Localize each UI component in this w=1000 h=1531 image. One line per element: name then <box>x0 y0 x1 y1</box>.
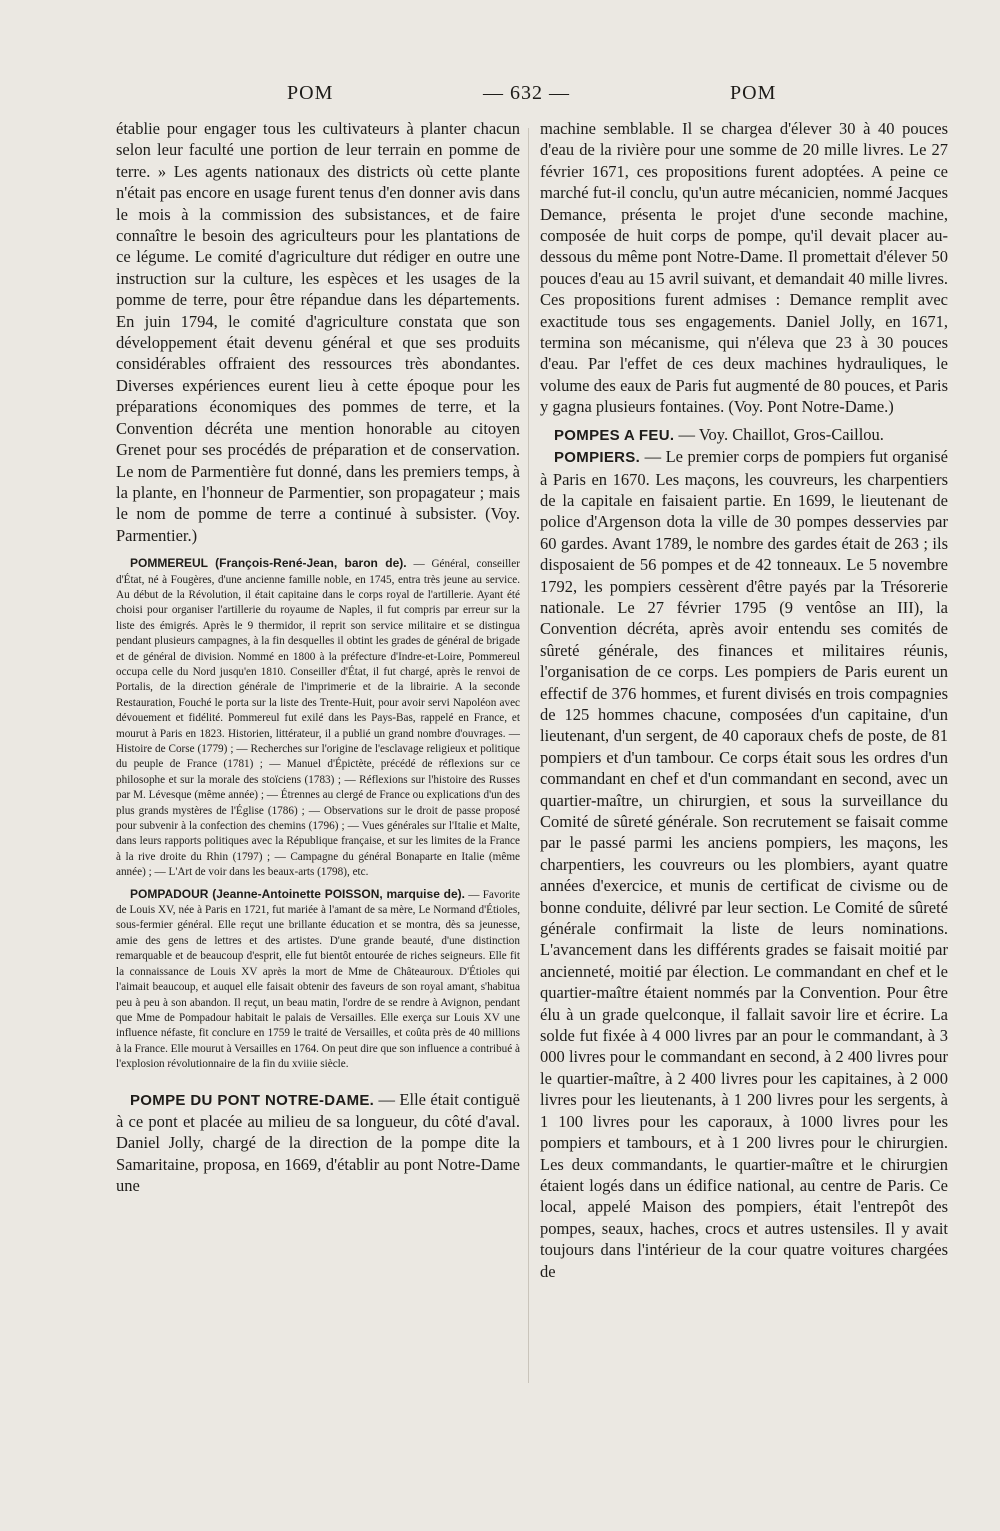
entry-pompiers-text: — Le premier corps de pompiers fut organisé à Paris en 1670. Les maçons, les couvreurs, les charpentiers de la capitale en faisaient partie. En 1699, le lieutenant de police d'Argenson dota la ville de 30 pompes desservies par 60 gardes. Avant 1789, le nombre des gardes était de 263 ; ils disposaient de 56 pompes et de 42 tonneaux. Le 5 novembre 1792, les pompiers cessèrent d'être payés par la Trésorerie nationale. Le 27 février 1795 (9 ventôse an III), la Convention décréta, après avoir entendu ses comités de sûreté générale, des finances et militaires réunis, l'organisation de ce corps. Les pompiers de Paris eurent un effectif de 376 hommes, et furent divisés en trois compagnies de 125 hommes chacune, composées d'un capitaine, d'un lieutenant, d'un sergent, de 40 caporaux chefs de poste, de 81 pompiers et d'un tambour. Ce corps était sous les ordres d'un commandant en chef et d'un commandant en second, avec un quartier-maître, un chirurgien, et sous la surveillance du Comité de sûreté générale. Son recrutement se faisait comme par le passé parmi les anciens pompiers, les maçons, les charpentiers, les couvreurs ou les plombiers, ayant quatre années d'exercice, et munis de certificat de civisme ou de bonne conduite, délivré par leur section. Le Comité de sûreté générale confirmait la liste de leurs nominations. L'avancement dans les différents grades se faisait moitié par ancienneté, moitié par élection. Le commandant en chef et le quartier-maître étaient nommés par la Convention. Pour être élu à un grade quelconque, il fallait savoir lire et écrire. La solde fut fixée à 4 000 livres par an pour le commandant, à 3 000 livres pour le commandant en second, à 2 400 livres pour le quartier-maître, à 2 400 livres pour les capitaines, à 2 000 livres pour les lieutenants, à 1 200 livres pour les sergents, à 1 100 livres pour les caporaux, à 1000 livres pour les pompiers et tambours, et à 1 200 livres pour le chirurgien. Les deux commandants, le quartier-maître et le chirurgien étaient logés dans un édifice national, au centre de Paris. Ce local, appelé Maison des pompiers, était l'entrepôt des pompes, seaux, haches, crocs et autres ustensiles. Il y avait toujours dans l'intérieur de la cour quatre voitures chargées de <box>540 447 948 1281</box>
entry-pompadour <box>116 887 520 1073</box>
left-column <box>116 118 520 1197</box>
headword-pompiers: POMPIERS. <box>554 449 641 467</box>
entry-pompe-text: — Elle était contiguë à ce pont et placée au milieu de sa longueur, du côté d'aval. Daniel Jolly, chargé de la direction de la pompe dite la Samaritaine, proposa, en 1669, d'établir au pont Notre-Dame une <box>116 1089 520 1196</box>
paragraph-machine-continued: machine semblable. Il se chargea d'élever 30 à 40 pouces d'eau de la rivière pour une somme de 20 mille livres. Le 27 février 1671, ces propositions furent adoptées. A peine ce marché fut-il conclu, qu'un autre mécanicien, nommé Jacques Demance, présenta le projet d'une seconde machine, composée de huit corps de pompe, qu'il devait placer au-dessous du même pont Notre-Dame. Il promettait d'élever 50 pouces d'eau au 15 avril suivant, et demandait 40 mille livres. Ces propositions furent admises : Demance remplit avec exactitude tous ses engagements. Daniel Jolly, en 1671, termina son mécanisme, qui n'éleva que 23 à 30 pouces d'eau. Par l'effet de ces deux machines hydrauliques, le volume des eaux de Paris fut augmenté de 80 pouces, et Paris y gagna plusieurs fontaines. (Voy. Pont Notre-Dame.) <box>540 119 948 417</box>
entry-pompes-a-feu-text: — Voy. Chaillot, Gros-Caillou. <box>674 424 884 444</box>
entry-pommereul-text: — Général, conseiller d'État, né à Fougères, d'une ancienne famille noble, en 1745, entra très jeune au service. Au début de la Révolution, il était capitaine dans le corps royal de l'artillerie. Ayant été choisi pour organiser l'artillerie du royaume de Naples, il fut compris par erreur sur la liste des émigrés. Après le 9 thermidor, il reprit son service militaire et se distingua pendant plusieurs campagnes, à la fin desquelles il obtint les grades de général de brigade et de général de division. Nommé en 1800 à la préfecture d'Indre-et-Loire, Pommereul occupa celle du Nord jusqu'en 1810. Conseiller d'État, il fut chargé, après le renvoi de Portalis, de la direction générale de l'imprimerie et de la librairie. A la seconde Restauration, Fouché le porta sur la liste des Trente-Huit, pour avoir servi Napoléon avec dévouement et fidélité. Pommereul fut exilé dans les Pays-Bas, rappelé en France, et mourut à Paris en 1823. Historien, littérateur, il a publié un grand nombre d'ouvrages. — Histoire de Corse (1779) ; — Recherches sur l'origine de l'esclavage religieux et politique du peuple de France (1781) ; — Manuel d'Épictète, précédé de réflexions sur ce philosophe et sur la morale des stoïciens (1783) ; — Réflexions sur l'histoire des Russes par M. Lévesque (même année) ; — Étrennes au clergé de France ou explications d'un des plus grands mystères de l'Église (1786) ; — Observations sur le droit de passe proposé pour subvenir à la confection des chemins (1796) ; — Vues générales sur l'Italie et Malte, dans leurs rapports politiques avec la République française, et sur les limites de la France à la rive droite du Rhin (1797) ; — Campagne du général Bonaparte en Italie (même année) ; — L'Art de voir dans les beaux-arts (1798), etc. <box>116 558 520 879</box>
headword-pommereul: POMMEREUL (François-René-Jean, baron de). <box>130 556 407 571</box>
running-head-right: POM <box>730 82 777 104</box>
page-number: — 632 — <box>483 82 570 104</box>
headword-pompe-pont-notre-dame: POMPE DU PONT NOTRE-DAME. <box>130 1091 375 1109</box>
entry-pommereul <box>116 556 520 881</box>
entry-pompe-pont-notre-dame <box>116 1089 520 1197</box>
entry-pompadour-text: — Favorite de Louis XV, née à Paris en 1721, fut mariée à l'amant de sa mère, Le Normand d'Étioles, sous-fermier général. Elle reçut une brillante éducation et se montra, dès sa jeunesse, amie des gens de lettres et des artistes. D'une grande beauté, d'une distinction remarquable et de beaucoup d'esprit, elle fut bientôt entourée de riches seigneurs. Elle fit la connaissance de Louis XV après la mort de Mme de Châteauroux. D'Étioles qui l'aimait beaucoup, et auquel elle faisait obtenir des faveurs de son royal amant, s'habitua peu à peu à son abandon. Il reçut, un beau matin, l'ordre de se rendre à Avignon, pendant que Mme de Pompadour habitait le palais de Versailles. Elle exerça sur Louis XV une influence néfaste, fit conclure en 1759 le traité de Versailles, et coûta près de 40 millions à la France. Elle mourut à Versailles en 1764. On peut dire que son influence a contribué à l'explosion révolutionnaire de la fin du xviiie siècle. <box>116 888 520 1071</box>
entry-pompiers <box>540 446 948 1282</box>
entry-pompes-a-feu <box>540 424 948 446</box>
running-head-left: POM <box>287 82 334 104</box>
right-column <box>540 118 948 1282</box>
paragraph-pomme-de-terre-end: établie pour engager tous les cultivateurs à planter chacun selon leur faculté une portion de leur terrain en pomme de terre. » Les agents nationaux des districts où cette plante n'était pas encore en usage furent tenus d'en donner avis dans le mois à la commission des subsistances, et de faire connaître le besoin des agriculteurs pour les plantations de ce légume. Le comité d'agriculture dut rédiger en outre une instruction sur la culture, les espèces et les usages de la pomme de terre, pour être répandue dans les départements. En juin 1794, le comité d'agriculture constata que son développement était devenu général et que ses produits considérables offraient des ressources très abondantes. Diverses expériences eurent lieu à cette époque pour les préparations économiques des pommes de terre, et la Convention décréta une mention honorable au citoyen Grenet pour ses procédés de préparation et de conservation. Le nom de Parmentière fut donné, dans les premiers temps, à la plante, en l'honneur de Parmentier, son propagateur ; mais le nom de pomme de terre a continué à subsister. (Voy. Parmentier.) <box>116 119 520 545</box>
column-divider <box>528 128 529 1383</box>
headword-pompadour: POMPADOUR (Jeanne-Antoinette POISSON, marquise de). <box>130 886 465 901</box>
headword-pompes-a-feu: POMPES A FEU. <box>554 426 675 444</box>
